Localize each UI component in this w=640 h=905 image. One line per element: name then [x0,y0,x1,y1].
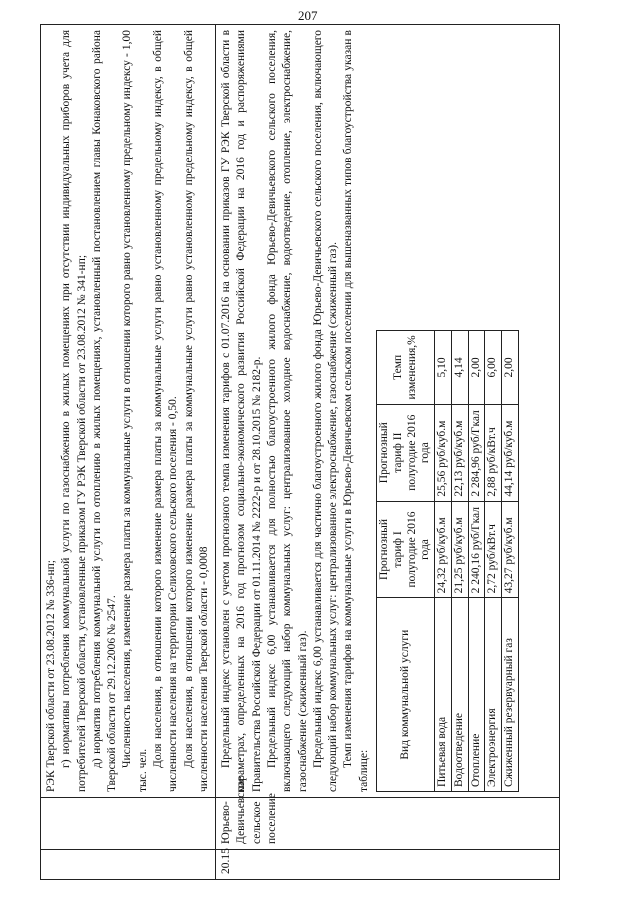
tariff-h1-cell: 2 240,16 руб/Гкал [468,501,485,598]
paragraph: Предельный индекс 6,00 устанавливается для частично благоустроенного жилого фонда Юрьево-Девичьевского сельского поселения, включающего следующий набор коммунальных услуг: централизованное электроснабжение, газоснабжение (сжиженный газ). [311,30,340,792]
paragraph: Предельный индекс установлен с учетом прогнозного темпа изменения тарифов с 01.07.2016 на основании приказов ГУ РЭК Тверской области в параметрах, определенных на 2016 год прогнозом социально-экономического развития Российской Федерации на 2016 год и распоряжениями Правительства Российской Федерации от 01.11.2014 № 2222-р и от 28.10.2015 № 2182-р. [220,30,263,792]
paragraph: д) норматив потребления коммунальной услуги по отоплению в жилых помещениях, установленный постановлением главы Конаковского района Тверской области от 29.12.2006 № 2547. [90,30,119,792]
service-cell: Водоотведение [451,598,468,792]
service-cell: Отопление [468,598,485,792]
change-rate-cell: 6,00 [485,331,502,405]
paragraph: РЭК Тверской области от 23.08.2012 № 336-нп; [45,560,57,792]
rotated-page-content [40,24,560,880]
settlement-name-cell [41,798,216,850]
tariff-h2-cell: 22,13 руб/куб.м [451,404,468,501]
description-cell [216,25,560,798]
settlement-name-cell: Юрьево-Девичьевское сельское поселение [216,798,560,850]
tariff-h2-cell: 2,88 руб/кВт.ч [485,404,502,501]
table-row [216,25,560,880]
tariff-h2-cell: 2 284,96 руб/Гкал [468,404,485,501]
tariff-row [451,331,468,792]
tariff-h1-cell: 24,32 руб/куб.м [435,501,452,598]
tariff-row [435,331,452,792]
tariff-row [485,331,502,792]
tariff-h1-cell: 21,25 руб/куб.м [451,501,468,598]
tariff-row [502,331,519,792]
tariff-h1-cell: 43,27 руб/куб.м [502,501,519,598]
paragraph: Численность населения, изменение размера платы за коммунальные услуги в отношении которого равно установленному предельному индексу - 1,00 тыс. чел. [121,30,149,792]
column-header: Вид коммунальной услуги [376,598,434,792]
paragraph: г) нормативы потребления коммунальной услуги по газоснабжению в жилых помещениях при отсутствии индивидуальных приборов учета для потребителей Тверской области, установленные приказом ГУ РЭК Тверской области от 23.08.2012 № 341-нп; [60,30,88,792]
tariff-row [468,331,485,792]
row-number-cell: 20.15 [216,850,560,880]
paragraph: Предельный индекс 6,00 устанавливается для полностью благоустроенного жилого фонда Юрьево-Девичьевского сельского поселения, включающего следующий набор коммунальных услуг: централизованное холодное водоснабжение, водоотведение, отопление, электроснабжение, газоснабжение (сжиженный газ). [265,30,309,792]
tariff-table [376,330,519,792]
page-number: 207 [298,8,318,23]
change-rate-cell: 5,10 [435,331,452,405]
paragraph: Доля населения, в отношении которого изменение размера платы за коммунальные услуги равно установленному предельному индексу, в общей численности населения Тверской области - 0,0008 [182,30,210,792]
column-header: Прогнозный тариф II полугодие 2016 года [376,404,434,501]
tariff-h2-cell: 44,14 руб/куб.м [502,404,519,501]
tariff-h2-cell: 25,56 руб/куб.м [435,404,452,501]
service-cell: Питьевая вода [435,598,452,792]
paragraph: Доля населения, в отношении которого изменение размера платы за коммунальные услуги равно установленному предельному индексу, в общей численности населения на территории Селиховского сельского поселения - 0,50. [151,30,180,792]
description-cell [41,25,216,798]
service-cell: Сжиженный резервуарный газ [502,598,519,792]
change-rate-cell: 2,00 [468,331,485,405]
change-rate-cell: 4,14 [451,331,468,405]
paragraph: Темп изменения тарифов на коммунальные услуги в Юрьево-Девичьевском сельском поселении для вышеназванных типов благоустройства указан в таблице: [342,30,370,792]
service-cell: Электроэнергия [485,598,502,792]
row-number-cell [41,850,216,880]
table-row [41,25,216,880]
column-header: Темп изменения,% [376,331,434,405]
tariff-table-header [376,331,434,792]
change-rate-cell: 2,00 [502,331,519,405]
tariff-h1-cell: 2,72 руб/кВт.ч [485,501,502,598]
main-table [40,24,560,880]
column-header: Прогнозный тариф I полугодие 2016 года [376,501,434,598]
